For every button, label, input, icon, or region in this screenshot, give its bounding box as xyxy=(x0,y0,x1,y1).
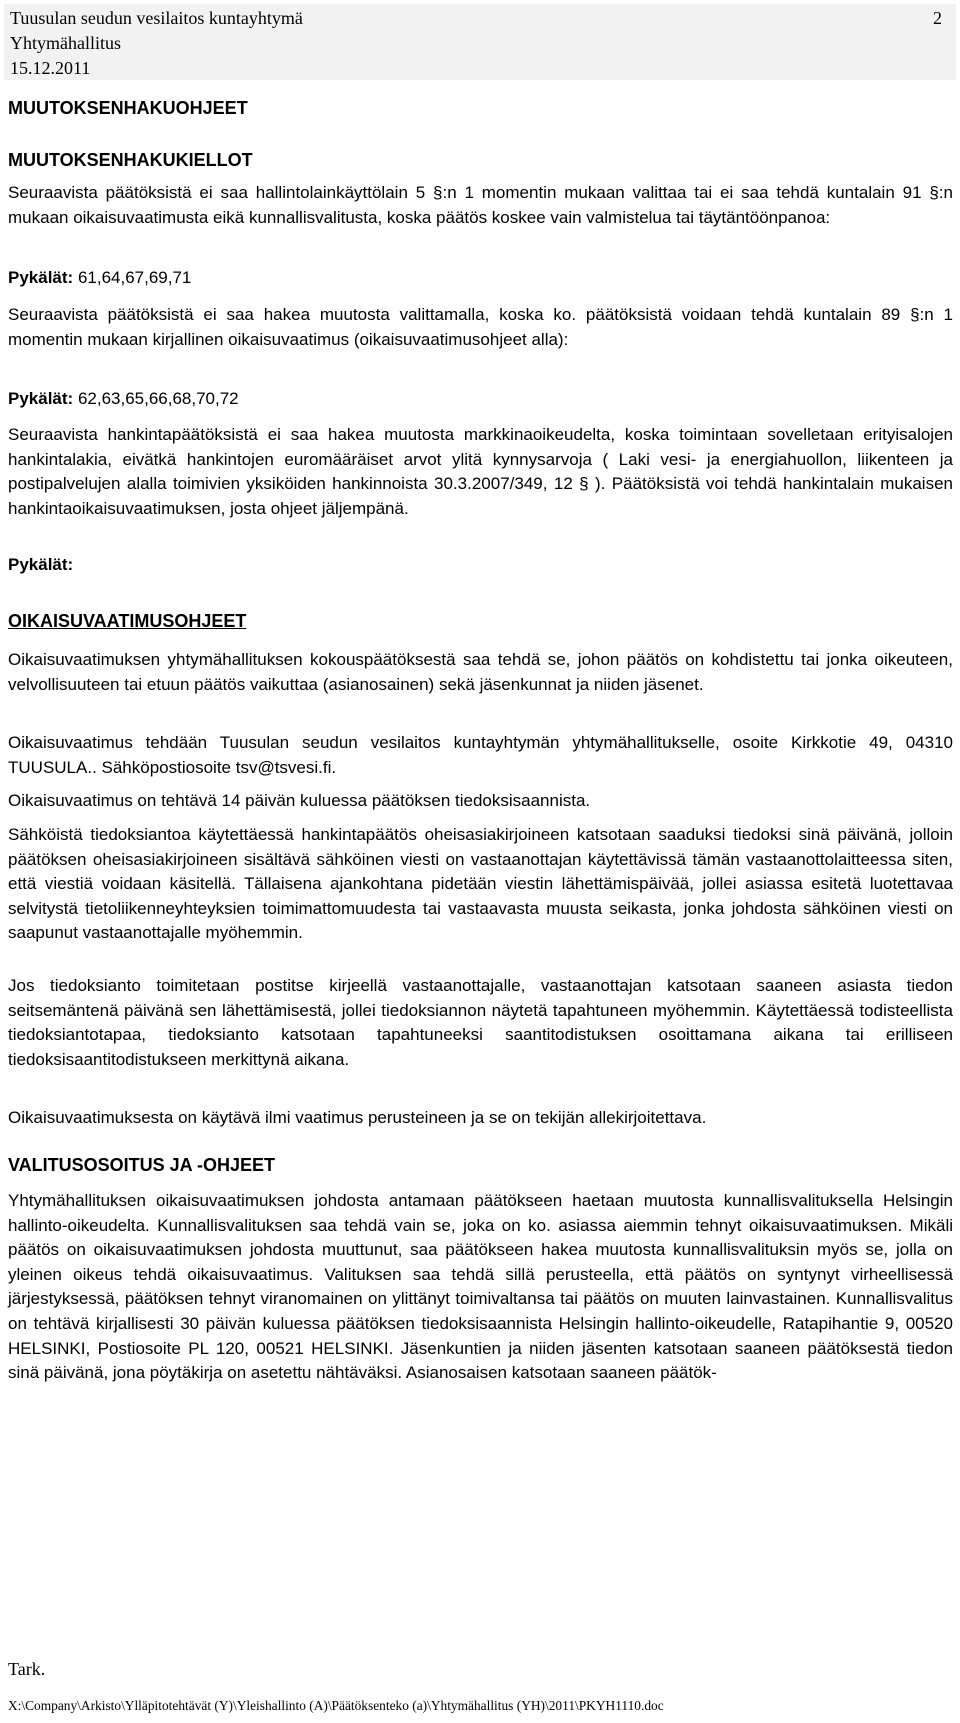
section-heading-valitusosoitus: VALITUSOSOITUS JA -OHJEET xyxy=(8,1155,276,1175)
section-references xyxy=(8,553,953,577)
paragraph: Seuraavista päätöksistä ei saa hallintolainkäyttölain 5 §:n 1 momentin mukaan valittaa tai ei saa tehdä kuntalain 91 §:n mukaan oikaisuvaatimusta eikä kunnallisvalitusta, koska päätös koskee vain valmistelua tai täytäntöönpanoa: xyxy=(8,183,953,227)
references-label: Pykälät: xyxy=(8,389,74,408)
section-references xyxy=(8,266,953,290)
tark-label: Tark. xyxy=(8,1659,46,1679)
section-heading-muutoksenhakukiellot: MUUTOKSENHAKUKIELLOT xyxy=(8,150,253,170)
footer-file-path: X:\Company\Arkisto\Ylläpitotehtävät (Y)\Yleishallinto (A)\Päätöksenteko (a)\Yhtymähallitus (YH)\2011\PKYH1110.doc xyxy=(8,1698,664,1713)
references-value: 62,63,65,66,68,70,72 xyxy=(77,389,239,408)
section-heading-oikaisuvaatimusohjeet xyxy=(8,609,246,633)
header-organization: Tuusulan seudun vesilaitos kuntayhtymä xyxy=(10,8,303,28)
paragraph: Oikaisuvaatimuksesta on käytävä ilmi vaatimus perusteineen ja se on tekijän allekirjoitettava. xyxy=(8,1108,707,1127)
references-label: Pykälät: xyxy=(8,555,74,574)
paragraph: Sähköistä tiedoksiantoa käytettäessä hankintapäätös oheisasiakirjoineen katsotaan saaduksi tiedoksi sinä päivänä, jolloin päätöksen oheisasiakirjoineen sisältävä sähköinen viesti on vastaanottajan käytettävissä tämän vastaanottolaitteessa siten, että viestiä voidaan käsitellä. Tällaisena ajankohtana pidetään viestin lähettämispäivää, jollei asiassa esitetä luotettavaa selvitystä tietoliikenneyhteyksien toimimattomuudesta tai vastaavasta muusta seikasta, jonka johdosta sähköinen viesti on saapunut vastaanottajalle myöhemmin. xyxy=(8,825,953,943)
paragraph: Oikaisuvaatimus tehdään Tuusulan seudun vesilaitos kuntayhtymän yhtymähallitukselle, osoite Kirkkotie 49, 04310 TUUSULA.. Sähköpostiosoite tsv@tsvesi.fi. xyxy=(8,733,953,777)
header-date: 15.12.2011 xyxy=(10,58,91,78)
section-heading-text: OIKAISUVAATIMUSOHJEET xyxy=(8,611,247,631)
references-value: 61,64,67,69,71 xyxy=(77,268,192,287)
paragraph: Yhtymähallituksen oikaisuvaatimuksen johdosta antamaan päätökseen haetaan muutosta kunnallisvalituksella Helsingin hallinto-oikeudelta. Kunnallisvalituksen saa tehdä vain se, joka on ko. asiassa aiemmin tehnyt oikaisuvaatimuksen. Mikäli päätös on oikaisuvaatimuksen johdosta muuttunut, saa päätökseen hakea muutosta kunnallisvalituksin myös se, jolla on yleinen oikeus tehdä oikaisuvaatimus. Valituksen saa tehdä sillä perusteella, että päätös on syntynyt virheellisessä järjestyksessä, päätöksen tehnyt viranomainen on ylittänyt toimivaltansa tai päätös on muuten lainvastainen. Kunnallisvalitus on tehtävä kirjallisesti 30 päivän kuluessa päätöksen tiedoksisaannista Helsingin hallinto-oikeudelle, Ratapihantie 9, 00520 HELSINKI, Postiosoite PL 120, 00521 HELSINKI. Jäsenkuntien ja niiden jäsenten katsotaan saaneen päätöksestä tiedon sinä päivänä, jona pöytäkirja on asetettu nähtäväksi. Asianosaisen katsotaan saaneen päätök- xyxy=(8,1191,953,1383)
paragraph: Oikaisuvaatimus on tehtävä 14 päivän kuluessa päätöksen tiedoksisaannista. xyxy=(8,791,591,810)
paragraph: Jos tiedoksianto toimitetaan postitse kirjeellä vastaanottajalle, vastaanottajan katsotaan saaneen asiasta tiedon seitsemäntenä päivänä sen lähettämisestä, jollei tiedoksiannon näytetä tapahtuneen myöhemmin. Käytettäessä todisteellista tiedoksiantotapaa, tiedoksianto katsotaan tapahtuneeksi saantitodistuksen osoittamana aikana tai erilliseen tiedoksisaantitodistukseen merkittynä aikana. xyxy=(8,976,953,1069)
header-body: Yhtymähallitus xyxy=(10,33,121,53)
page-number: 2 xyxy=(933,8,942,28)
page-header xyxy=(4,4,956,80)
page-title: MUUTOKSENHAKUOHJEET xyxy=(8,98,248,118)
paragraph: Oikaisuvaatimuksen yhtymähallituksen kokouspäätöksestä saa tehdä se, johon päätös on kohdistettu tai jonka oikeuteen, velvollisuuteen tai etuun päätös vaikuttaa (asianosainen) sekä jäsenkunnat ja niiden jäsenet. xyxy=(8,650,953,694)
paragraph: Seuraavista hankintapäätöksistä ei saa hakea muutosta markkinaoikeudelta, koska toimintaan sovelletaan erityisalojen hankintalakia, eivätkä hankintojen euromääräiset arvot ylitä kynnysarvoja ( Laki vesi- ja energiahuollon, liikenteen ja postipalvelujen alalla toimivien yksiköiden hankinnoista 30.3.2007/349, 12 § ). Päätöksistä voi tehdä hankintalain mukaisen hankintaoikaisuvaatimuksen, josta ohjeet jäljempänä. xyxy=(8,425,953,518)
paragraph: Seuraavista päätöksistä ei saa hakea muutosta valittamalla, koska ko. päätöksistä voidaan tehdä kuntalain 89 §:n 1 momentin mukaan kirjallinen oikaisuvaatimus (oikaisuvaatimusohjeet alla): xyxy=(8,305,953,349)
section-references xyxy=(8,387,953,411)
references-label: Pykälät: xyxy=(8,268,74,287)
